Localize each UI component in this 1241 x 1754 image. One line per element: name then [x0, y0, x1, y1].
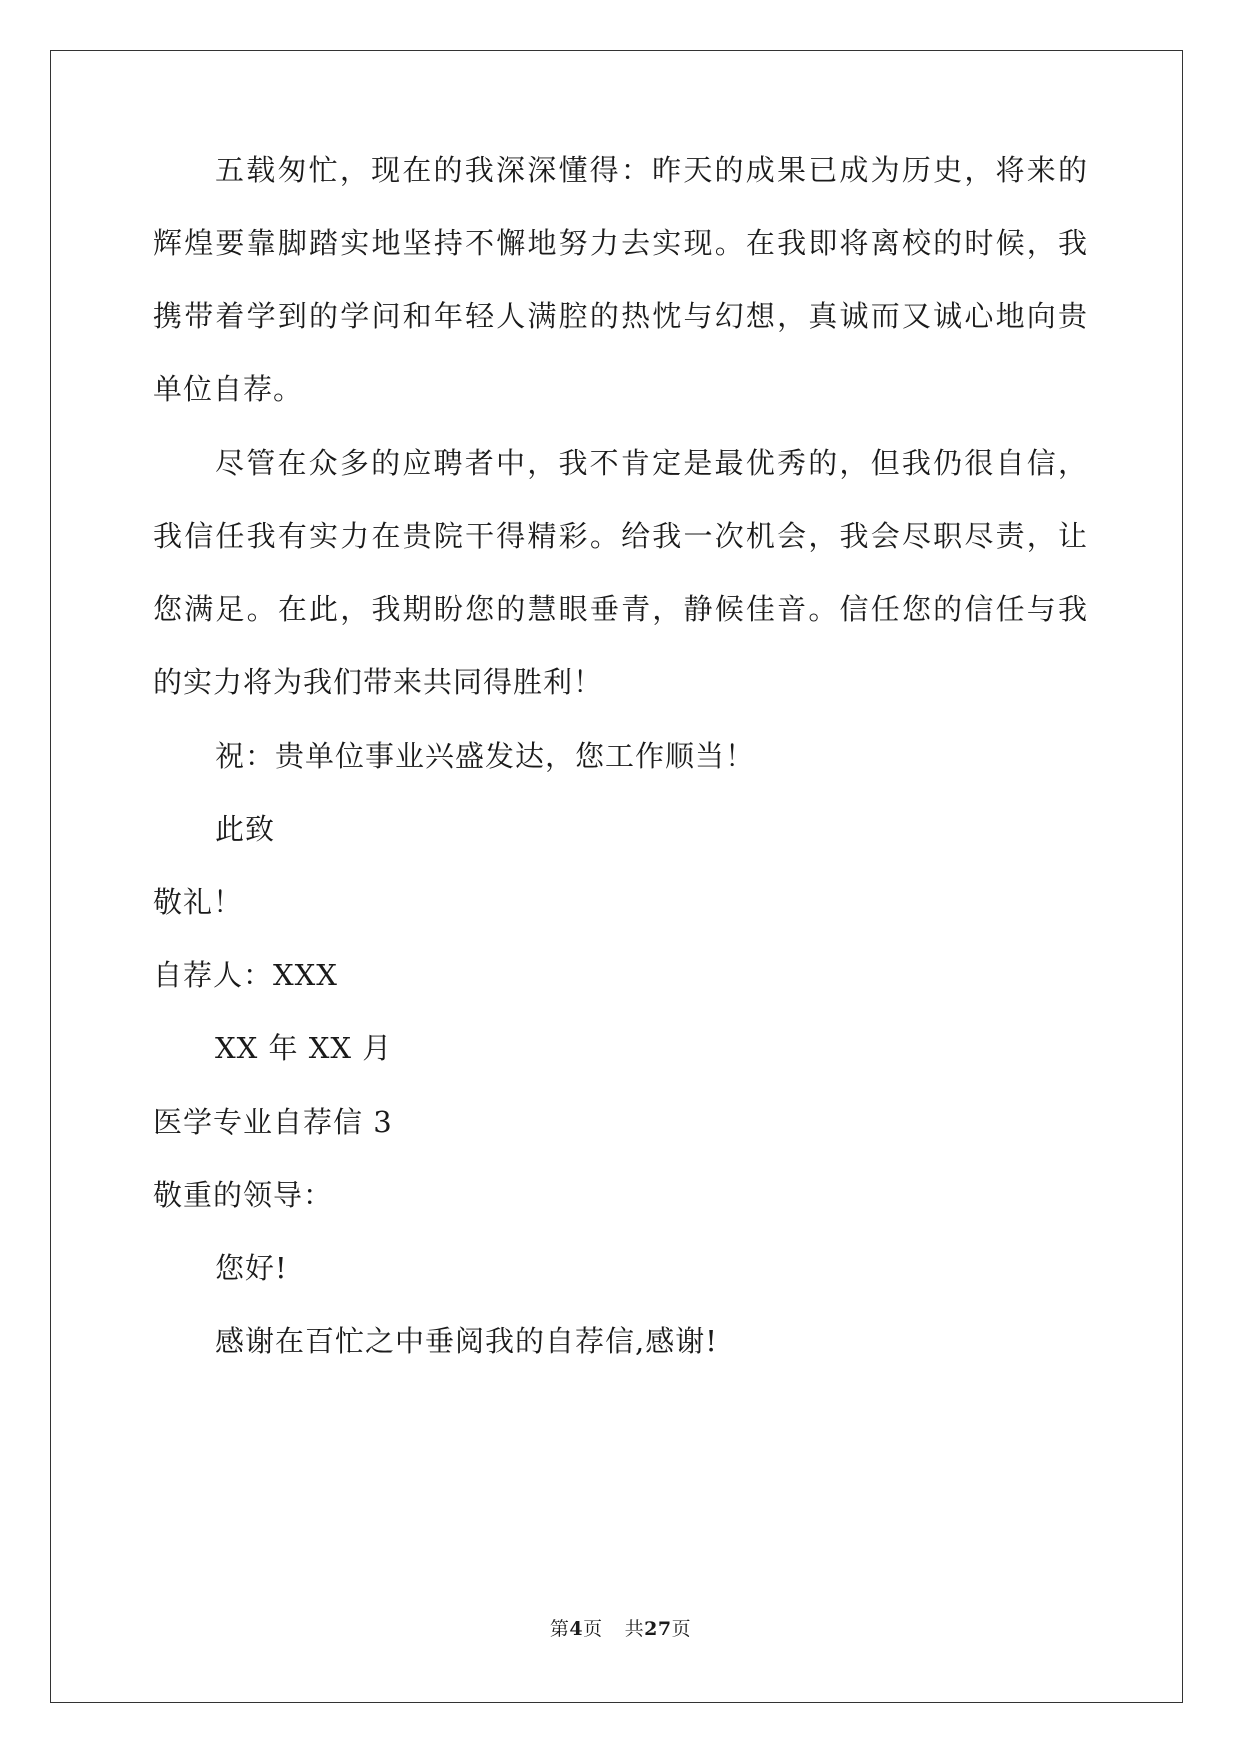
greeting-line: 敬重的领导：	[153, 1178, 334, 1212]
hello-line: 您好!	[215, 1251, 288, 1285]
paragraph-1-line-2: 辉煌要靠脚踏实地坚持不懈地努力去实现。在我即将离校的时候，我	[153, 226, 1088, 260]
paragraph-2-line-4: 的实力将为我们带来共同得胜利！	[153, 665, 604, 699]
closing-line: 此致	[215, 812, 276, 846]
total-prefix: 共	[624, 1618, 645, 1640]
paragraph-2-line-1: 尽管在众多的应聘者中，我不肯定是最优秀的，但我仍很自信，	[215, 446, 1088, 480]
page-prefix: 第	[549, 1618, 570, 1640]
total-pages: 27	[644, 1618, 672, 1640]
date-line: XX 年 XX 月	[215, 1031, 393, 1065]
paragraph-2-line-3: 您满足。在此，我期盼您的慧眼垂青，静候佳音。信任您的信任与我	[153, 592, 1088, 626]
paragraph-1-line-3: 携带着学到的学问和年轻人满腔的热忱与幻想，真诚而又诚心地向贵	[153, 299, 1088, 333]
salute-line: 敬礼！	[153, 885, 244, 919]
next-letter-title: 医学专业自荐信 3	[153, 1105, 393, 1139]
paragraph-1-line-1: 五载匆忙，现在的我深深懂得：昨天的成果已成为历史，将来的	[215, 153, 1088, 187]
thanks-line: 感谢在百忙之中垂阅我的自荐信,感谢!	[215, 1324, 718, 1358]
total-suffix: 页	[671, 1618, 692, 1640]
signer-line: 自荐人：XXX	[153, 958, 338, 992]
paragraph-1-line-4: 单位自荐。	[153, 372, 304, 406]
wish-line: 祝：贵单位事业兴盛发达，您工作顺当！	[215, 739, 756, 773]
page-footer	[0, 1616, 1241, 1642]
page-number: 4	[569, 1618, 584, 1640]
paragraph-2-line-2: 我信任我有实力在贵院干得精彩。给我一次机会，我会尽职尽责，让	[153, 519, 1088, 553]
page-suffix: 页	[583, 1618, 603, 1640]
